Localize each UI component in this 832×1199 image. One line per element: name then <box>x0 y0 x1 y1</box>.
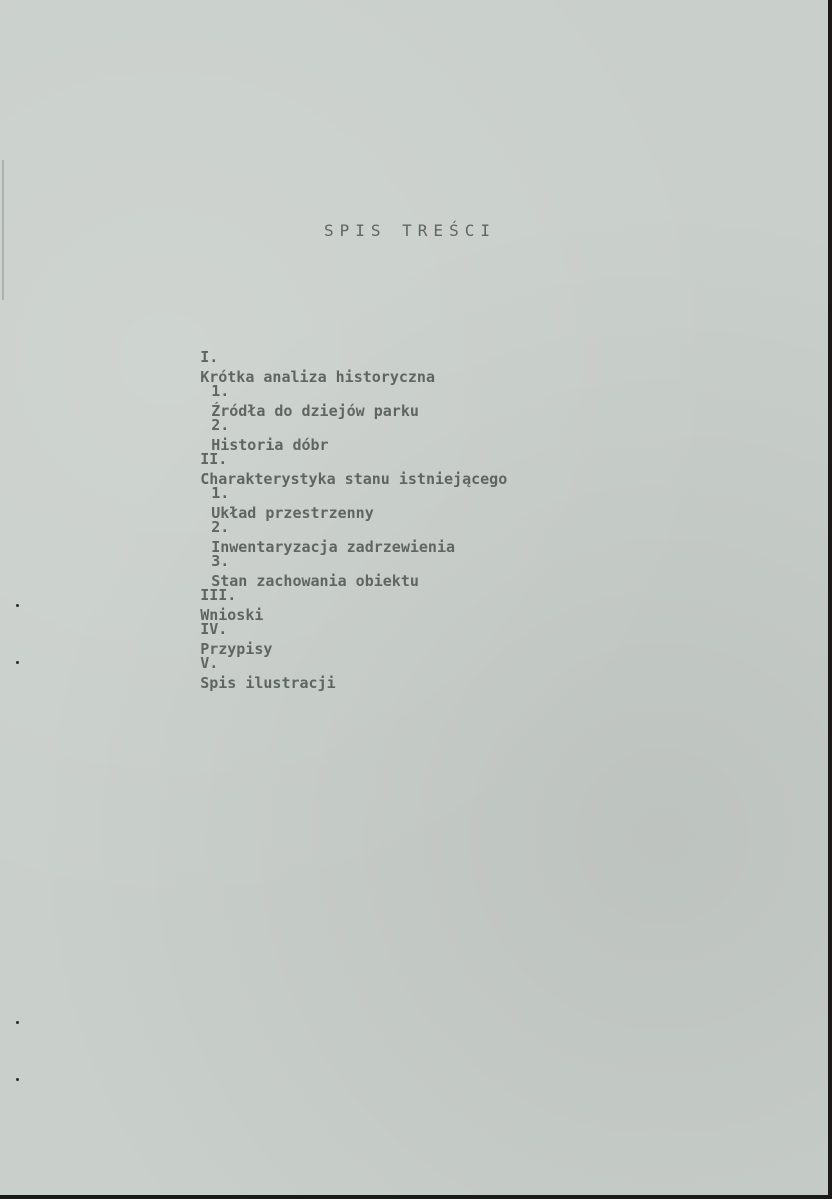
toc-item-text: Spis ilustracji <box>200 674 336 692</box>
toc-item-text: Charakterystyka stanu istniejącego <box>200 470 508 488</box>
toc-item-text: Historia dóbr <box>211 436 329 454</box>
page-edge-mark <box>2 160 18 300</box>
toc-item-number: 2. <box>211 416 230 434</box>
toc-item-text: Wnioski <box>200 606 264 624</box>
toc-item-5 <box>146 633 336 713</box>
margin-dot <box>16 1078 19 1081</box>
toc-item-text: Układ przestrzenny <box>211 504 374 522</box>
toc-item-number: 1. <box>211 484 230 502</box>
toc-item-number: 1. <box>211 382 230 400</box>
toc-item-number: 3. <box>211 552 230 570</box>
margin-dot <box>16 661 19 664</box>
toc-item-text: Przypisy <box>200 640 273 658</box>
toc-item-number: I. <box>200 348 219 366</box>
margin-dot <box>16 1021 19 1024</box>
toc-item-text: Krótka analiza historyczna <box>200 368 435 386</box>
document-title: SPIS TREŚCI <box>324 221 496 240</box>
toc-item-text: Stan zachowania obiektu <box>211 572 419 590</box>
toc-item-text: Inwentaryzacja zadrzewienia <box>211 538 456 556</box>
toc-item-text: Źródła do dziejów parku <box>211 402 419 420</box>
toc-item-number: II. <box>200 450 228 468</box>
toc-item-number: III. <box>200 586 237 604</box>
toc-item-number: IV. <box>200 620 228 638</box>
toc-item-number: V. <box>200 654 219 672</box>
toc-item-number: 2. <box>211 518 230 536</box>
margin-dot <box>16 604 19 607</box>
